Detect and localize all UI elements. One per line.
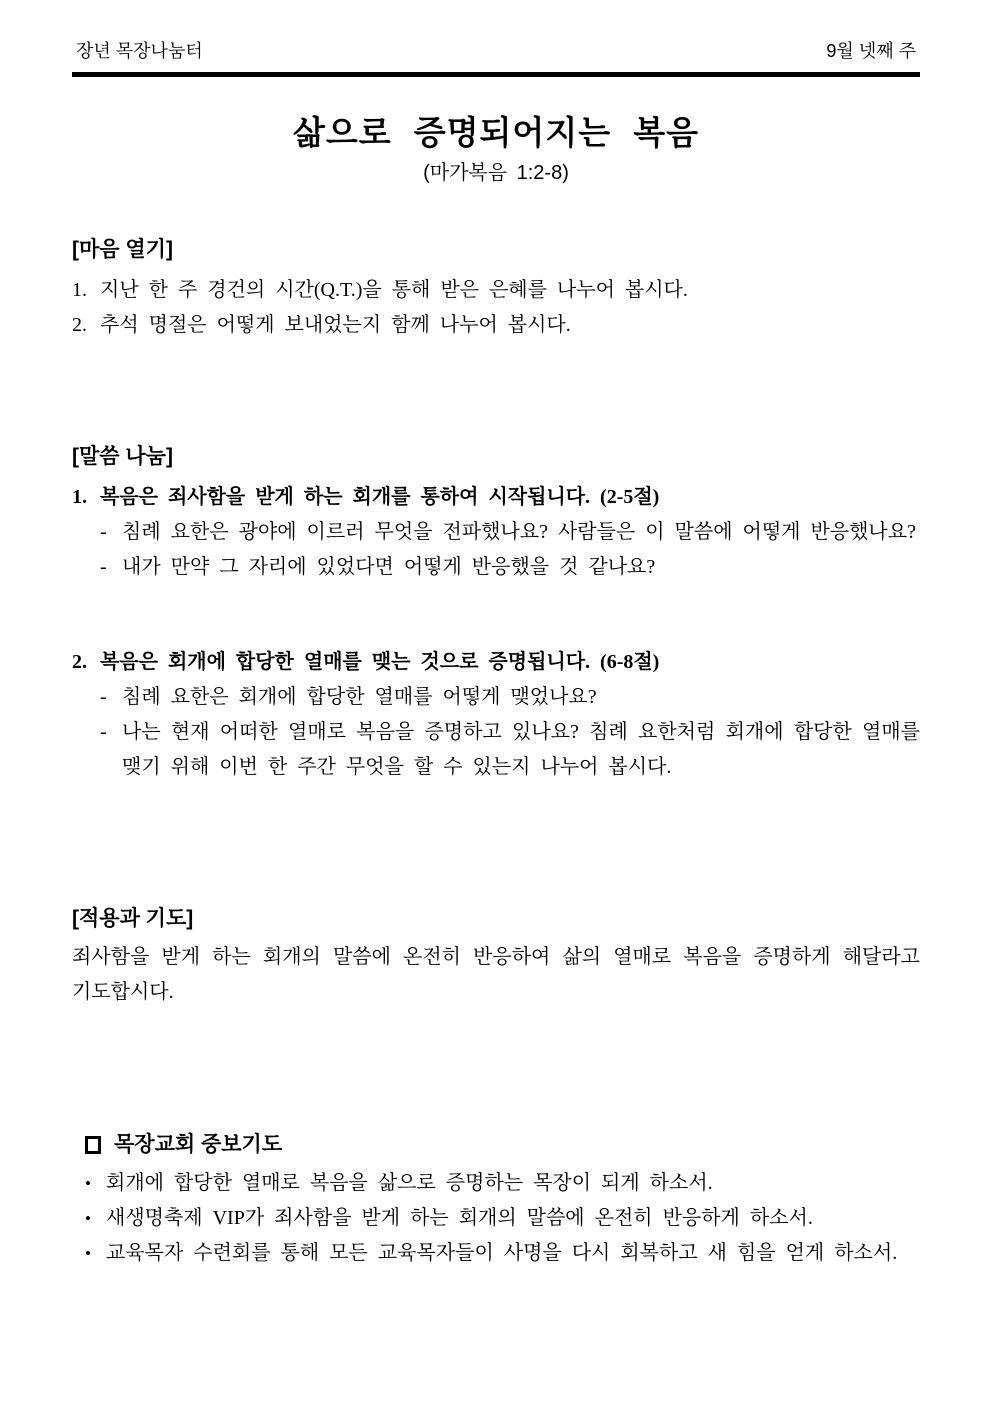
sub-question-list <box>72 680 920 785</box>
item-number: 1. <box>72 486 87 508</box>
prayer-item <box>85 1236 920 1271</box>
sub-question-text: 내가 만약 그 자리에 있었다면 어떻게 반응했을 것 같나요? <box>122 556 656 578</box>
intercession-list <box>85 1166 920 1271</box>
dash-icon: - <box>100 721 107 743</box>
list-item <box>72 273 920 308</box>
item-number: 2. <box>72 651 87 673</box>
word-sharing-list <box>72 480 920 785</box>
bullet-icon: • <box>85 1244 91 1263</box>
item-text: 복음은 회개에 합당한 열매를 맺는 것으로 증명됩니다. (6-8절) <box>100 651 660 673</box>
sub-question-list <box>72 515 920 585</box>
word-item-2 <box>72 645 920 785</box>
section-intercession <box>72 1132 920 1271</box>
item-number: 1. <box>72 279 87 301</box>
prayer-text: 회개에 합당한 열매로 복음을 삶으로 증명하는 목장이 되게 하소서. <box>106 1172 713 1194</box>
sub-question-text: 나는 현재 어떠한 열매로 복음을 증명하고 있나요? 침례 요한처럼 회개에 합당한 열매를 맺기 위해 이번 한 주간 무엇을 할 수 있는지 나누어 봅시다. <box>122 721 920 778</box>
section-word-sharing <box>72 444 920 785</box>
page-header <box>72 40 920 62</box>
bullet-icon: • <box>85 1209 91 1228</box>
checkbox-icon <box>85 1136 101 1154</box>
dash-icon: - <box>100 556 107 578</box>
prayer-item <box>85 1166 920 1201</box>
sub-question <box>100 515 920 550</box>
list-item <box>72 480 920 515</box>
scripture-reference: (마가복음 1:2-8) <box>423 162 569 184</box>
section-word-heading: [말씀 나눔] <box>72 445 173 468</box>
bullet-icon: • <box>85 1174 91 1193</box>
header-divider <box>72 72 920 77</box>
header-right-label: 9월 넷째 주 <box>826 41 916 61</box>
section-application-heading: [적용과 기도] <box>72 907 194 930</box>
header-left-label: 장년 목장나눔터 <box>76 41 203 61</box>
dash-icon: - <box>100 686 107 708</box>
prayer-text: 새생명축제 VIP가 죄사함을 받게 하는 회개의 말씀에 온전히 반응하게 하소서. <box>106 1207 813 1229</box>
sub-question-text: 침례 요한은 광야에 이르러 무엇을 전파했나요? 사람들은 이 말씀에 어떻게 반응했나요? <box>122 521 916 543</box>
opening-list <box>72 273 920 343</box>
dash-icon: - <box>100 521 107 543</box>
section-opening <box>72 237 920 343</box>
sub-question-text: 침례 요한은 회개에 합당한 열매를 어떻게 맺었나요? <box>122 686 597 708</box>
intercession-heading-row <box>85 1132 920 1158</box>
sub-question <box>100 715 920 785</box>
item-text: 추석 명절은 어떻게 보내었는지 함께 나누어 봅시다. <box>100 314 571 336</box>
item-text: 지난 한 주 경건의 시간(Q.T.)을 통해 받은 은혜를 나누어 봅시다. <box>100 279 688 301</box>
section-opening-heading: [마음 열기] <box>72 238 173 261</box>
section-application <box>72 906 920 1010</box>
intercession-heading: 목장교회 중보기도 <box>114 1133 283 1156</box>
sub-question <box>100 680 920 715</box>
word-item-1 <box>72 480 920 585</box>
list-item <box>72 308 920 343</box>
application-paragraph: 죄사함을 받게 하는 회개의 말씀에 온전히 반응하여 삶의 열매로 복음을 증명하게 해달라고 기도합시다. <box>72 946 920 1003</box>
list-item <box>72 645 920 680</box>
document-title: 삶으로 증명되어지는 복음 <box>293 114 699 151</box>
item-text: 복음은 죄사함을 받게 하는 회개를 통하여 시작됩니다. (2-5절) <box>100 486 660 508</box>
prayer-text: 교육목자 수련회를 통해 모든 교육목자들이 사명을 다시 회복하고 새 힘을 얻게 하소서. <box>106 1242 898 1264</box>
sub-question <box>100 550 920 585</box>
prayer-item <box>85 1201 920 1236</box>
item-number: 2. <box>72 314 87 336</box>
